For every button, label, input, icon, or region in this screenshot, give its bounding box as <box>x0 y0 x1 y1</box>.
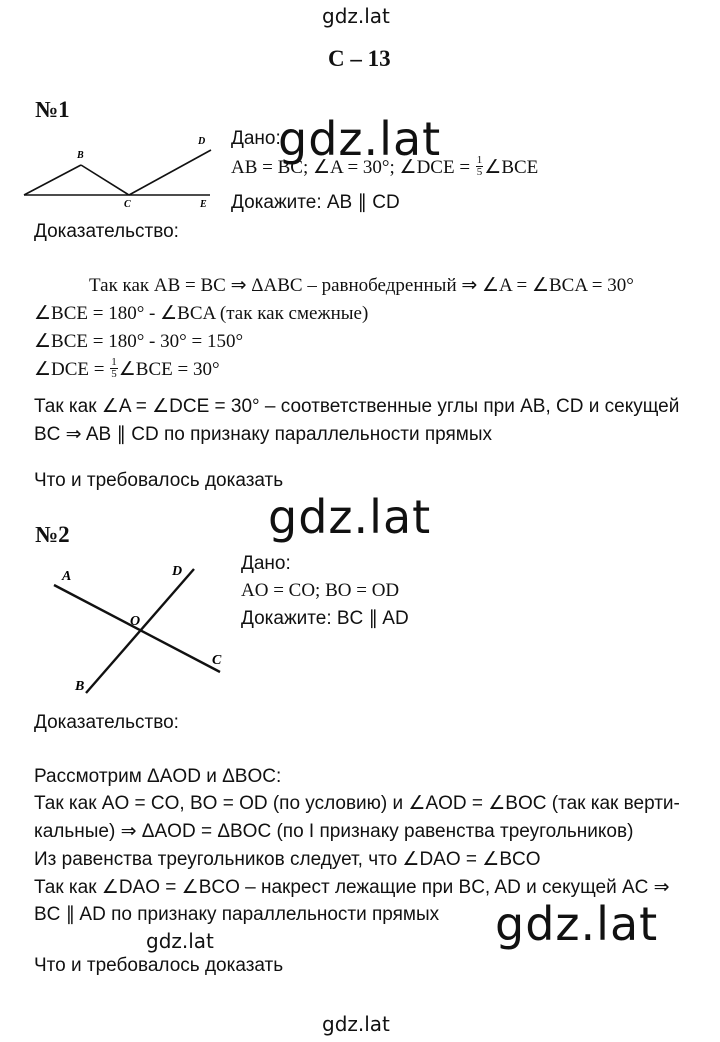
label-o: O <box>130 614 141 629</box>
task2-given: AO = CO; BO = OD <box>241 580 400 601</box>
task2-proof-line-2: Так как AO = CO, BO = OD (по условию) и ∠AOD = ∠BOC (так как верти- <box>34 793 680 814</box>
task2-figure <box>40 555 240 700</box>
task1-prove: Докажите: AB ∥ CD <box>231 192 400 213</box>
label-d: D <box>172 564 183 579</box>
fraction-one-fifth: $\frac{1}{5}$ <box>476 154 483 179</box>
segment-db <box>86 569 194 693</box>
watermark-bottom-left: gdz.lat <box>146 929 214 953</box>
task1-number: №1 <box>35 97 70 122</box>
label-c: C <box>212 653 222 668</box>
task2-proof-line-1: Рассмотрим ΔAOD и ΔBOC: <box>34 766 282 787</box>
watermark-footer: gdz.lat <box>322 1012 390 1036</box>
fraction-one-fifth-2: $\frac{1}{5}$ <box>111 356 117 381</box>
task2-number: №2 <box>35 522 70 547</box>
label-b: B <box>75 679 85 694</box>
task1-given-label: Дано: <box>231 128 281 149</box>
task2-proof-label: Доказательство: <box>34 712 179 733</box>
task2-conclusion: Что и требовалось доказать <box>34 955 284 976</box>
task2-proof-line-4: Из равенства треугольников следует, что ∠DAO = ∠BCO <box>34 849 541 870</box>
task1-conclusion: Что и требовалось доказать <box>34 470 284 491</box>
task1-proof-label: Доказательство: <box>34 221 179 242</box>
label-c: C <box>124 199 131 210</box>
page-title: С – 13 <box>328 46 391 71</box>
task2-proof-line-6: BC ∥ AD по признаку параллельности прямых <box>34 904 440 925</box>
task2-proof-line-3: кальные) ⇒ ΔAOD = ΔBOC (по I признаку равенства треугольников) <box>34 821 634 842</box>
segment-ab <box>24 165 81 195</box>
label-e: E <box>200 199 207 210</box>
task1-figure <box>20 130 220 210</box>
task2-prove: Докажите: BC ∥ AD <box>241 608 409 629</box>
segment-bc <box>81 165 129 195</box>
task1-proof-line-4 <box>34 358 220 382</box>
task1-proof-line-6: BC ⇒ AB ∥ CD по признаку параллельности прямых <box>34 424 493 445</box>
task2-proof-line-5: Так как ∠DAO = ∠BCO – накрест лежащие при BC, AD и секущей AC ⇒ <box>34 877 670 898</box>
label-d: D <box>198 136 206 147</box>
task1-given <box>231 156 538 180</box>
watermark-task2: gdz.lat <box>268 490 432 544</box>
watermark-bottom-right: gdz.lat <box>495 897 659 951</box>
task1-proof-line-5: Так как ∠A = ∠DCE = 30° – соответственные углы при AB, CD и секущей <box>34 396 680 417</box>
task1-line4-part-b: ∠BCE = 30° <box>118 359 220 380</box>
watermark-task1: gdz.lat <box>278 112 442 166</box>
task2-given-label: Дано: <box>241 553 291 574</box>
label-a: A <box>62 569 72 584</box>
task1-proof-line-1: Так как AB = BC ⇒ ΔABC – равнобедренный ⇒ ∠A = ∠BCA = 30° <box>89 275 634 296</box>
task1-proof-line-2: ∠BCE = 180° - ∠BCA (так как смежные) <box>34 303 369 324</box>
task1-given-part-a: AB = BC; ∠A = 30°; ∠DCE = <box>231 157 471 178</box>
task1-line4-part-a: ∠DCE = <box>34 359 105 380</box>
watermark-top: gdz.lat <box>322 4 390 28</box>
task1-given-part-b: ∠BCE <box>484 157 539 178</box>
segment-cd <box>129 150 211 195</box>
task1-proof-line-3: ∠BCE = 180° - 30° = 150° <box>34 331 244 352</box>
label-b: B <box>77 150 84 161</box>
